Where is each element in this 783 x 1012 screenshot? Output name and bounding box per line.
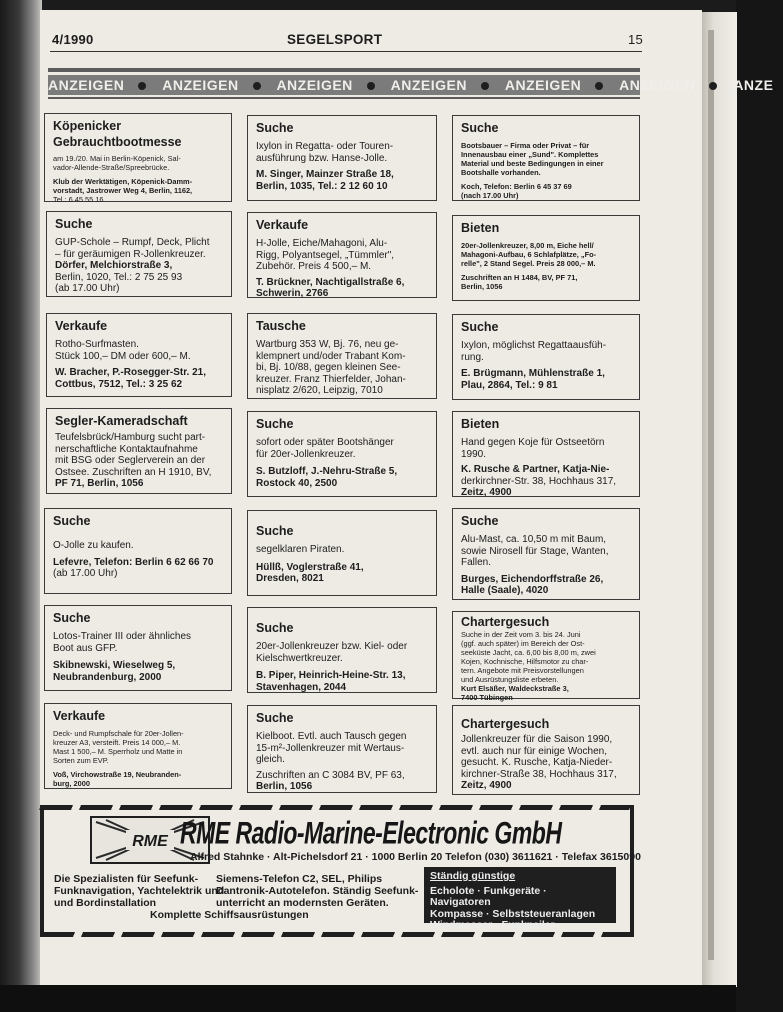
stock-line: Kompasse · Selbststeueranlagen — [430, 907, 596, 920]
ad-title: Verkaufe — [53, 709, 106, 723]
page-number: 15 — [628, 32, 644, 47]
ad-contact: Zeitz, 4900 — [461, 780, 512, 791]
ad-text: Bootshalle vorhanden. — [461, 168, 541, 177]
ad-text: Teufelsbrück/Hamburg sucht part- — [55, 432, 206, 443]
classified-ad — [46, 211, 232, 297]
ad-text: für 20er-Jollenkreuzer. — [256, 448, 356, 460]
company-name: RME Radio-Marine-Electronic GmbH — [180, 815, 562, 851]
ad-text: am 19./20. Mai in Berlin-Köpenick, Sal- — [53, 154, 181, 163]
ad-title: Suche — [256, 621, 294, 635]
ad-text: Ixylon in Regatta- oder Touren- — [256, 141, 394, 152]
telephone-text — [216, 873, 418, 909]
logo-text: RME — [132, 833, 168, 850]
bullet-icon — [138, 82, 146, 90]
ad-text: Suche in der Zeit vom 3. bis 24. Juni — [461, 630, 581, 639]
ad-text: Innenausbau einer „Sund". Komplettes — [461, 150, 599, 159]
header-rule — [50, 51, 642, 52]
ad-contact: PF 71, Berlin, 1056 — [55, 478, 144, 489]
ad-contact: Berlin, 1056 — [256, 781, 313, 792]
classified-ad — [247, 411, 437, 497]
ad-title: Suche — [461, 514, 499, 528]
ad-text: klempnert und/oder Trabant Kom- — [256, 350, 406, 362]
ad-text: (ggf. auch später) im Bereich der Ost- — [461, 639, 585, 648]
ad-contact: kirchner-Straße 38, Hochhaus 317, — [461, 768, 617, 780]
classified-ad — [452, 411, 640, 497]
ad-text: Kojen, Kochnische, Hilfsmotor zu char- — [461, 657, 589, 666]
ads-banner — [48, 75, 774, 95]
ad-text: GUP-Schole – Rumpf, Deck, Plicht — [55, 237, 210, 248]
ad-title: Bieten — [461, 221, 500, 235]
ad-text: ausführung bzw. Hanse-Jolle. — [256, 152, 388, 164]
company-address: Alfred Stahnke · Alt-Pichelsdorf 21 · 1000 Berlin 20 Telefon (030) 3611621 · Telefax 3615090 — [190, 851, 641, 863]
ad-text: seeküste Jacht, ca. 6,00 bis 8,00 m, zwei — [461, 648, 596, 657]
ad-text: Mahagoni-Aufbau, 6 Schlafplätze, „Fo- — [461, 250, 597, 259]
ad-text: vador-Allende-Straße/Spreebrücke. — [53, 163, 170, 172]
ad-text: tern. Angebote mit Preisvorstellungen — [461, 666, 584, 675]
ad-contact: (nach 17.00 Uhr) — [461, 191, 519, 200]
classified-ad — [247, 212, 437, 298]
book-edge — [700, 12, 737, 987]
ad-contact: T. Brückner, Nachtigallstraße 6, — [256, 276, 405, 288]
ad-contact: derkirchner-Str. 38, Hochhaus 317, — [461, 475, 617, 487]
ad-text: Kielschwertkreuzer. — [256, 652, 343, 664]
banner-label: ANZEIGEN — [276, 77, 353, 93]
ad-text: Wartburg 353 W, Bj. 76, neu ge- — [256, 339, 399, 350]
ad-text: und Ausrüstungsliste erbeten. — [461, 675, 559, 684]
classified-ad — [46, 313, 232, 397]
ad-title: Suche — [53, 514, 91, 528]
ad-text: gleich. — [256, 754, 285, 765]
ad-text: Deck- und Rumpfschale für 20er-Jollen- — [53, 729, 184, 738]
ad-contact: Dörfer, Melchiorstraße 3, — [55, 260, 173, 271]
ad-title: Chartergesuch — [461, 717, 550, 731]
classified-ad — [247, 510, 437, 596]
classified-ad — [452, 314, 640, 400]
ad-text: sowie Nirosell für Stage, Wanten, — [461, 545, 609, 557]
ad-text: Material und beste Bedingungen in einer — [461, 159, 604, 168]
ad-text: 15-m²-Jollenkreuzer mit Wertaus- — [256, 742, 405, 754]
ad-text: Ostsee. Zuschriften an H 1910, BV, — [55, 466, 212, 478]
ad-text: Zubehör. Preis 4 500,– M. — [256, 261, 372, 272]
classified-ad — [452, 611, 640, 702]
ad-contact: Zuschriften an H 1484, BV, PF 71, — [461, 273, 578, 282]
ad-text: Alu-Mast, ca. 10,50 m mit Baum, — [461, 534, 607, 545]
issue-number: 4/1990 — [52, 32, 94, 47]
ad-text: H-Jolle, Eiche/Mahagoni, Alu- — [256, 238, 388, 249]
ad-contact: Koch, Telefon: Berlin 6 45 37 69 — [461, 182, 572, 191]
classified-ad — [247, 115, 437, 201]
ad-contact: nisplatz 2/620, Leipzig, 7010 — [256, 385, 383, 396]
ad-title: Tausche — [256, 319, 306, 333]
ad-contact: Burges, Eichendorffstraße 26, — [461, 573, 604, 585]
banner-label: ANZEIGEN — [390, 77, 467, 93]
ad-contact: Neubrandenburg, 2000 — [53, 671, 162, 683]
ad-contact: Halle (Saale), 4020 — [461, 585, 549, 596]
ad-title: Suche — [256, 524, 294, 538]
ad-contact: K. Rusche & Partner, Katja-Nie- — [461, 464, 610, 475]
ad-contact: 7400 Tübingen — [461, 693, 513, 702]
ad-text: mit BSG oder Seglerverein an der — [55, 455, 206, 466]
ad-contact: Schwerin, 2766 — [256, 288, 329, 299]
ad-text: Rigg, Polyantsegel, „Tümmler", — [256, 249, 395, 261]
ad-text: evtl. auch nur für einige Wochen, — [461, 745, 608, 757]
classified-ad — [44, 605, 232, 691]
ad-contact: M. Singer, Mainzer Straße 18, — [256, 169, 394, 180]
ad-title: Suche — [256, 121, 294, 135]
classified-ad — [44, 703, 232, 789]
stock-line: Echolote · Funkgeräte · Navigatoren — [430, 884, 547, 908]
classified-ad — [44, 113, 232, 202]
ad-text: relle", 2 Stand Segel. Preis 28 000,– M. — [461, 259, 596, 268]
classified-ad — [247, 313, 437, 399]
ad-text: bi, Bj. 10/88, gegen kleinen See- — [256, 362, 401, 373]
classified-ad — [44, 508, 232, 594]
ad-text: rung. — [461, 351, 484, 363]
ad-title: Chartergesuch — [461, 615, 550, 629]
ad-text: segelklaren Piraten. — [256, 544, 345, 555]
ad-text: Mast 1 500,– M. Sperrholz und Matte in — [53, 747, 183, 756]
services-line: Die Spezialisten für Seefunk- — [54, 873, 199, 885]
ad-contact: Zeitz, 4900 — [461, 487, 512, 498]
ad-contact: Plau, 2864, Tel.: 9 81 — [461, 379, 558, 391]
ad-contact: Rostock 40, 2500 — [256, 477, 338, 489]
band-top-rule — [48, 68, 640, 72]
ad-text: – für geräumigen R-Jollenkreuzer. — [55, 248, 206, 260]
ad-contact: Berlin, 1035, Tel.: 2 12 60 10 — [256, 180, 388, 192]
ad-title: Segler-Kameradschaft — [55, 414, 188, 428]
ad-text: Sorten zum EVP. — [53, 756, 109, 765]
stock-box — [424, 867, 616, 931]
ad-contact: Zuschriften an C 3084 BV, PF 63, — [256, 769, 405, 781]
ad-title: Verkaufe — [256, 218, 309, 232]
ad-text: Kielboot. Evtl. auch Tausch gegen — [256, 731, 407, 742]
banner-label: ANZEIGEN — [162, 77, 239, 93]
bullet-icon — [481, 82, 489, 90]
ad-contact: Tel.: 6 45 55 16 — [53, 195, 104, 204]
stock-heading: Ständig günstige — [430, 870, 516, 882]
ad-contact: Dresden, 8021 — [256, 573, 324, 584]
band-bottom-rule — [48, 97, 640, 99]
ad-text: Jollenkreuzer für die Saison 1990, — [461, 734, 613, 745]
ad-title: Gebrauchtbootmesse — [53, 135, 182, 149]
ad-contact: Klub der Werktätigen, Köpenick-Damm- — [53, 177, 193, 186]
ad-contact: Lefevre, Telefon: Berlin 6 62 66 70 — [53, 556, 214, 568]
stock-line: Windmesser · Funkpeiler — [430, 919, 555, 931]
ad-text: 20er-Jollenkreuzer bzw. Kiel- oder — [256, 641, 408, 652]
ad-title: Suche — [461, 121, 499, 135]
ad-text: kreuzer A3, versteift. Preis 14 000,– M. — [53, 738, 181, 747]
bullet-icon — [367, 82, 375, 90]
ad-contact: (ab 17.00 Uhr) — [55, 283, 120, 294]
ad-text: Stück 100,– DM oder 600,– M. — [55, 350, 191, 362]
ad-text: kreuzer. Franz Thierfelder, Johan- — [256, 373, 406, 385]
ad-text: Bootsbauer – Firma oder Privat – für — [461, 141, 590, 150]
ad-title: Suche — [461, 320, 499, 334]
dashed-frame-top — [39, 805, 631, 810]
ad-text: Hand gegen Koje für Ostseetörn — [461, 437, 605, 448]
ad-contact: E. Brügmann, Mühlenstraße 1, — [461, 368, 605, 379]
ad-title: Köpenicker — [53, 119, 122, 133]
ad-title: Suche — [256, 417, 294, 431]
ad-contact: S. Butzloff, J.-Nehru-Straße 5, — [256, 466, 398, 477]
ad-text: O-Jolle zu kaufen. — [53, 540, 134, 551]
ad-text: Fallen. — [461, 557, 492, 568]
ad-text: nerschaftliche Kontaktaufnahme — [55, 443, 198, 455]
ad-contact: Berlin, 1056 — [461, 282, 503, 291]
rme-advertisement — [40, 805, 642, 935]
ad-title: Suche — [53, 611, 91, 625]
telephone-line: Siemens-Telefon C2, SEL, Philips — [216, 873, 383, 885]
ad-contact: (ab 17.00 Uhr) — [53, 568, 118, 579]
ad-contact: Skibnewski, Wieselweg 5, — [53, 660, 176, 671]
ad-title: Suche — [256, 711, 294, 725]
frame-right — [630, 805, 634, 937]
services-text — [54, 873, 224, 909]
banner-label: ANZEIGEN — [619, 77, 696, 93]
complete-equipment: Komplette Schiffsausrüstungen — [150, 909, 309, 921]
ad-contact: Voß, Virchowstraße 19, Neubranden- — [53, 770, 182, 779]
bullet-icon — [253, 82, 261, 90]
classified-ad — [247, 607, 437, 693]
ad-title: Verkaufe — [55, 319, 108, 333]
banner-label: ANZEIGEN — [48, 77, 125, 93]
ad-contact: Stavenhagen, 2044 — [256, 681, 347, 693]
ad-title: Suche — [55, 217, 93, 231]
ad-text: Lotos-Trainer III oder ähnliches — [53, 631, 192, 642]
ad-contact: B. Piper, Heinrich-Heine-Str. 13, — [256, 670, 406, 681]
ad-contact: Kurt Elsäßer, Waldeckstraße 3, — [461, 684, 569, 693]
frame-left — [40, 805, 44, 937]
classified-ad — [452, 215, 640, 301]
classified-ad — [46, 408, 232, 494]
ad-title: Bieten — [461, 417, 500, 431]
banner-label: ANZEIGEN — [504, 77, 582, 93]
classified-ad — [247, 705, 437, 793]
ad-contact: vorstadt, Jastrower Weg 4, Berlin, 1162, — [53, 186, 193, 195]
telephone-line: unterricht an modernsten Geräten. — [216, 897, 389, 909]
classified-ad — [452, 115, 640, 201]
ad-contact: burg, 2000 — [53, 779, 90, 788]
ad-text: 1990. — [461, 448, 487, 460]
classified-ad — [452, 705, 640, 795]
book-binding-shadow — [0, 0, 42, 1012]
ad-text: 20er-Jollenkreuzer, 8,00 m, Eiche hell/ — [461, 241, 594, 250]
ad-text: Rotho-Surfmasten. — [55, 339, 139, 350]
services-line: Funknavigation, Yachtelektrik und — [54, 885, 225, 897]
bullet-icon — [595, 82, 603, 90]
magazine-title: SEGELSPORT — [287, 32, 383, 47]
services-line: und Bordinstallation — [54, 897, 157, 909]
ad-text: Ixylon, möglichst Regattaausfüh- — [461, 340, 607, 351]
ad-text: gesucht. K. Rusche, Katja-Nieder- — [461, 757, 613, 768]
ad-contact: Cottbus, 7512, Tel.: 3 25 62 — [55, 378, 183, 390]
banner-label-cut: ANZE — [733, 77, 774, 93]
dashed-frame-bottom — [41, 932, 633, 937]
classified-ad — [452, 508, 640, 600]
scan-bottom-edge — [0, 985, 736, 1012]
ad-contact: Hüllß, Voglerstraße 41, — [256, 561, 364, 573]
ad-contact: W. Bracher, P.-Rosegger-Str. 21, — [55, 367, 206, 378]
ad-text: Boot aus GFP. — [53, 642, 118, 654]
ad-text: sofort oder später Bootshänger — [256, 437, 394, 448]
ad-contact: Berlin, 1020, Tel.: 2 75 25 93 — [55, 271, 183, 283]
telephone-line: Dantronik-Autotelefon. Ständig Seefunk- — [216, 885, 419, 897]
